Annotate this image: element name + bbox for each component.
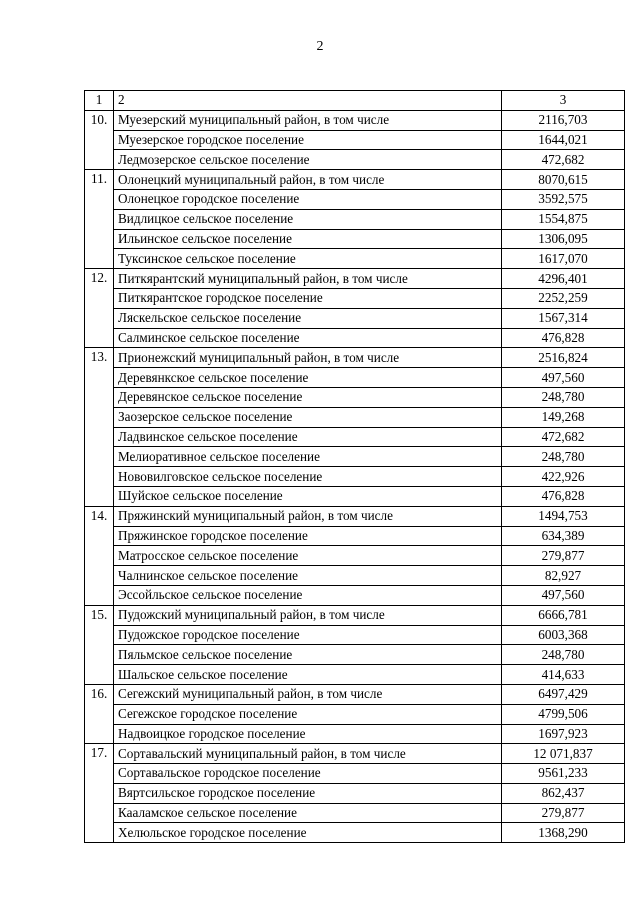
table-row [85, 110, 625, 130]
table-row [85, 823, 625, 843]
table-row [85, 764, 625, 784]
amount-value: 2116,703 [502, 110, 625, 130]
table-row [85, 625, 625, 645]
amount-value: 414,633 [502, 665, 625, 685]
district-name: Пудожский муниципальный район, в том числе [114, 605, 502, 625]
amount-value: 8070,615 [502, 170, 625, 190]
table-row [85, 585, 625, 605]
table-row [85, 506, 625, 526]
row-number: 13. [85, 348, 114, 506]
amount-value: 476,828 [502, 486, 625, 506]
table-row [85, 605, 625, 625]
amount-value: 248,780 [502, 447, 625, 467]
allocation-table [84, 90, 625, 843]
row-number: 11. [85, 170, 114, 269]
row-number: 16. [85, 684, 114, 743]
amount-value: 3592,575 [502, 189, 625, 209]
settlement-name: Видлицкое сельское поселение [114, 209, 502, 229]
settlement-name: Сегежское городское поселение [114, 704, 502, 724]
district-name: Муезерский муниципальный район, в том числе [114, 110, 502, 130]
settlement-name: Деревянское сельское поселение [114, 387, 502, 407]
table-row [85, 209, 625, 229]
header-col-3: 3 [502, 91, 625, 111]
page-number: 2 [316, 39, 324, 54]
settlement-name: Шальское сельское поселение [114, 665, 502, 685]
settlement-name: Деревянкское сельское поселение [114, 368, 502, 388]
table-row [85, 645, 625, 665]
amount-value: 476,828 [502, 328, 625, 348]
amount-value: 12 071,837 [502, 744, 625, 764]
row-number: 15. [85, 605, 114, 684]
settlement-name: Заозерское сельское поселение [114, 407, 502, 427]
district-name: Сортавальский муниципальный район, в том числе [114, 744, 502, 764]
settlement-name: Надвоицкое городское поселение [114, 724, 502, 744]
settlement-name: Салминское сельское поселение [114, 328, 502, 348]
settlement-name: Ладвинское сельское поселение [114, 427, 502, 447]
amount-value: 1644,021 [502, 130, 625, 150]
amount-value: 6666,781 [502, 605, 625, 625]
header-col-1: 1 [85, 91, 114, 111]
amount-value: 6497,429 [502, 684, 625, 704]
row-number: 10. [85, 110, 114, 169]
amount-value: 1494,753 [502, 506, 625, 526]
district-name: Прионежский муниципальный район, в том числе [114, 348, 502, 368]
table-row [85, 328, 625, 348]
amount-value: 6003,368 [502, 625, 625, 645]
amount-value: 279,877 [502, 546, 625, 566]
settlement-name: Кааламское сельское поселение [114, 803, 502, 823]
table-row [85, 407, 625, 427]
amount-value: 1554,875 [502, 209, 625, 229]
table-row [85, 269, 625, 289]
settlement-name: Пяльмское сельское поселение [114, 645, 502, 665]
amount-value: 862,437 [502, 783, 625, 803]
settlement-name: Шуйское сельское поселение [114, 486, 502, 506]
settlement-name: Хелюльское городское поселение [114, 823, 502, 843]
settlement-name: Чалнинское сельское поселение [114, 566, 502, 586]
table-row [85, 467, 625, 487]
table-row [85, 684, 625, 704]
table-row [85, 566, 625, 586]
settlement-name: Сортавальское городское поселение [114, 764, 502, 784]
amount-value: 279,877 [502, 803, 625, 823]
settlement-name: Мелиоративное сельское поселение [114, 447, 502, 467]
table-row [85, 803, 625, 823]
settlement-name: Нововилговское сельское поселение [114, 467, 502, 487]
district-name: Олонецкий муниципальный район, в том числе [114, 170, 502, 190]
settlement-name: Туксинское сельское поселение [114, 249, 502, 269]
table-row [85, 288, 625, 308]
settlement-name: Пудожское городское поселение [114, 625, 502, 645]
amount-value: 2516,824 [502, 348, 625, 368]
amount-value: 4296,401 [502, 269, 625, 289]
settlement-name: Ильинское сельское поселение [114, 229, 502, 249]
amount-value: 472,682 [502, 150, 625, 170]
amount-value: 1567,314 [502, 308, 625, 328]
table-row [85, 486, 625, 506]
table-row [85, 783, 625, 803]
table-row [85, 665, 625, 685]
amount-value: 1306,095 [502, 229, 625, 249]
amount-value: 497,560 [502, 368, 625, 388]
row-number: 12. [85, 269, 114, 348]
amount-value: 1617,070 [502, 249, 625, 269]
table-row [85, 368, 625, 388]
amount-value: 248,780 [502, 645, 625, 665]
settlement-name: Олонецкое городское поселение [114, 189, 502, 209]
amount-value: 4799,506 [502, 704, 625, 724]
district-name: Питкярантский муниципальный район, в том числе [114, 269, 502, 289]
table-row [85, 229, 625, 249]
amount-value: 634,389 [502, 526, 625, 546]
amount-value: 248,780 [502, 387, 625, 407]
amount-value: 497,560 [502, 585, 625, 605]
settlement-name: Ляскельское сельское поселение [114, 308, 502, 328]
settlement-name: Муезерское городское поселение [114, 130, 502, 150]
district-name: Сегежский муниципальный район, в том числе [114, 684, 502, 704]
amount-value: 2252,259 [502, 288, 625, 308]
amount-value: 1697,923 [502, 724, 625, 744]
settlement-name: Матросское сельское поселение [114, 546, 502, 566]
table-row [85, 249, 625, 269]
amount-value: 1368,290 [502, 823, 625, 843]
table-row [85, 130, 625, 150]
settlement-name: Питкярантское городское поселение [114, 288, 502, 308]
row-number: 14. [85, 506, 114, 605]
settlement-name: Пряжинское городское поселение [114, 526, 502, 546]
amount-value: 149,268 [502, 407, 625, 427]
table-row [85, 170, 625, 190]
amount-value: 9561,233 [502, 764, 625, 784]
table-row [85, 427, 625, 447]
amount-value: 422,926 [502, 467, 625, 487]
table-row [85, 546, 625, 566]
settlement-name: Эссойльское сельское поселение [114, 585, 502, 605]
table-row [85, 150, 625, 170]
table-row [85, 704, 625, 724]
header-col-2: 2 [114, 91, 502, 111]
table-row [85, 744, 625, 764]
settlement-name: Вяртсильское городское поселение [114, 783, 502, 803]
table-row [85, 724, 625, 744]
settlement-name: Ледмозерское сельское поселение [114, 150, 502, 170]
table-row [85, 189, 625, 209]
table-header-row [85, 91, 625, 111]
row-number: 17. [85, 744, 114, 843]
district-name: Пряжинский муниципальный район, в том числе [114, 506, 502, 526]
table-row [85, 387, 625, 407]
amount-value: 472,682 [502, 427, 625, 447]
table-row [85, 447, 625, 467]
table-row [85, 526, 625, 546]
table-row [85, 308, 625, 328]
amount-value: 82,927 [502, 566, 625, 586]
table-row [85, 348, 625, 368]
